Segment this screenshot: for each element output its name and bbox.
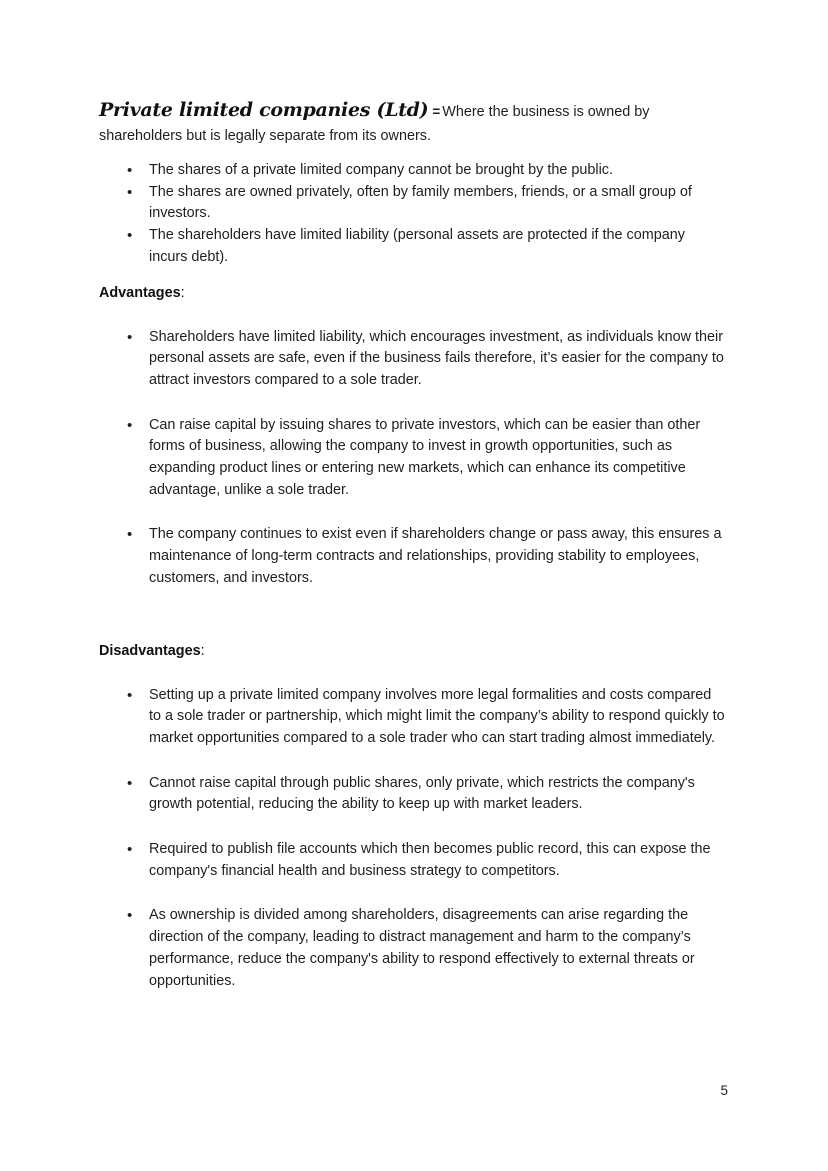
page-number: 5 — [720, 1083, 728, 1098]
list-item-text: As ownership is divided among shareholders, disagreements can arise regarding the direction of the company, leading to distract management and harm to the company’s performance, reduce the company's ability to respond effectively to external threats or opportunities. — [149, 907, 695, 989]
list-item — [99, 160, 727, 182]
list-item-text: Cannot raise capital through public shares, only private, which restricts the company's growth potential, reducing the ability to keep up with market leaders. — [149, 774, 695, 813]
spacer — [99, 663, 727, 685]
list-item — [99, 182, 727, 225]
bullet-icon: • — [127, 526, 133, 544]
disadvantages-heading-text: Disadvantages — [99, 642, 201, 659]
advantages-bullet-list — [99, 327, 727, 590]
list-item — [99, 225, 727, 268]
disadvantages-heading — [99, 639, 727, 663]
advantages-heading — [99, 281, 727, 305]
bullet-icon: • — [127, 227, 133, 245]
list-item-text: Setting up a private limited company involves more legal formalities and costs compared to a sole trader or partnership, which might limit the company’s ability to respond quickly to market opportunities compared to a sole trader who can start trading almost immediately. — [149, 686, 725, 746]
page-title: Private limited companies (Ltd) — [99, 99, 429, 121]
disadvantages-bullet-list — [99, 685, 727, 993]
disadvantages-heading-colon: : — [200, 642, 205, 659]
bullet-icon: • — [127, 328, 133, 346]
bullet-icon: • — [127, 416, 133, 434]
definition-paragraph — [99, 98, 727, 148]
list-item — [99, 773, 727, 816]
list-item-text: Shareholders have limited liability, which encourages investment, as individuals know their personal assets are safe, even if the business fails therefore, it’s easier for the company to attract investors compared to a sole trader. — [149, 328, 724, 388]
bullet-icon: • — [127, 907, 133, 925]
definition-text: Where the business is owned by shareholders but is legally separate from its owners. — [99, 104, 650, 144]
list-item — [99, 327, 727, 392]
list-item — [99, 905, 727, 992]
advantages-heading-colon: : — [180, 284, 185, 301]
list-item — [99, 685, 727, 750]
bullet-icon: • — [127, 841, 133, 859]
list-item-text: Can raise capital by issuing shares to private investors, which can be easier than other forms of business, allowing the company to invest in growth opportunities, such as expanding product lines or entering new markets, which can enhance its competitive advantage, unlike a sole trader. — [149, 416, 701, 498]
list-item-text: The company continues to exist even if shareholders change or pass away, this ensures a maintenance of long-term contracts and relationships, providing stability to employees, customers, and investors. — [149, 526, 722, 586]
advantages-heading-text: Advantages — [99, 284, 181, 301]
list-item — [99, 839, 727, 882]
bullet-icon: • — [127, 162, 133, 179]
bullet-icon: • — [127, 183, 133, 201]
list-item — [99, 415, 727, 502]
list-item-text: The shares of a private limited company cannot be brought by the public. — [149, 162, 613, 178]
intro-bullet-list — [99, 160, 727, 269]
spacer — [99, 269, 727, 281]
list-item-text: The shareholders have limited liability (personal assets are protected if the company incurs debt). — [149, 227, 685, 265]
spacer — [99, 590, 727, 639]
bullet-icon: • — [127, 774, 133, 792]
list-item — [99, 524, 727, 589]
spacer — [99, 148, 727, 160]
bullet-icon: • — [127, 686, 133, 704]
equals-sign: = — [432, 104, 441, 119]
list-item-text: The shares are owned privately, often by family members, friends, or a small group of investors. — [149, 183, 692, 222]
page-content — [99, 98, 727, 992]
list-item-text: Required to publish file accounts which then becomes public record, this can expose the company's financial health and business strategy to competitors. — [149, 841, 711, 879]
spacer — [99, 305, 727, 327]
